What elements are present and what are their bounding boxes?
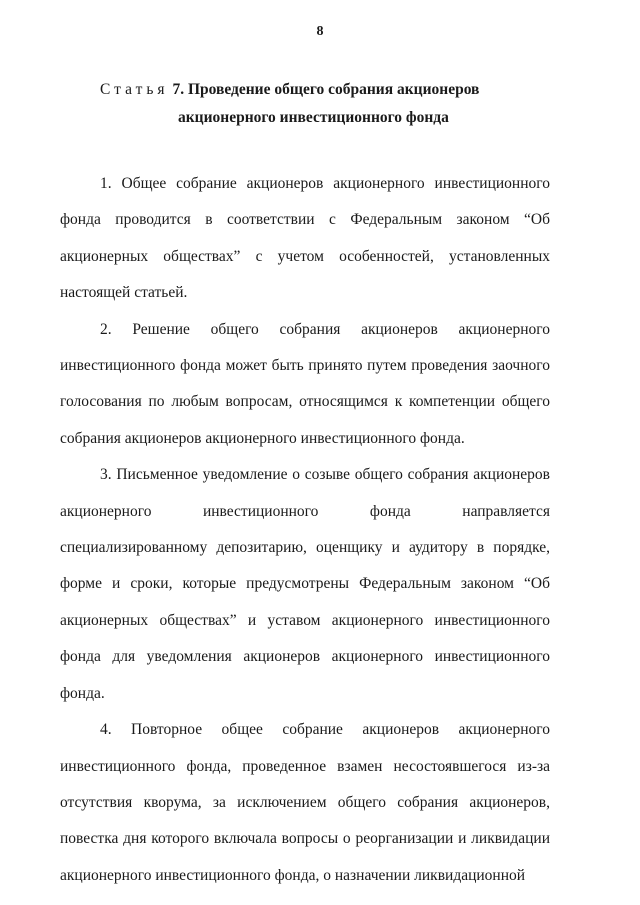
article-heading bbox=[100, 76, 570, 132]
article-number: 7. bbox=[172, 81, 185, 98]
article-body bbox=[60, 166, 550, 894]
article-title-line2: акционерного инвестиционного фонда bbox=[178, 109, 449, 126]
paragraph-3: 3. Письменное уведомление о созыве общего собрания акционеров акционерного инвестиционного фонда направляется специализированному депозитарию, оценщику и аудитору в порядке, форме и сроки, которые предусмотрены Федеральным законом “Об акционерных обществах” и уставом акционерного инвестиционного фонда для уведомления акционеров акционерного инвестиционного фонда. bbox=[60, 466, 550, 702]
article-title-line1: Проведение общего собрания акционеров bbox=[187, 81, 480, 98]
paragraph-4: 4. Повторное общее собрание акционеров акционерного инвестиционного фонда, проведенное взамен несостоявшегося из-за отсутствия кворума, за исключением общего собрания акционеров, повестка дня которого включала вопросы о реорганизации и ликвидации акционерного инвестиционного фонда, о назначении ликвидационной bbox=[60, 721, 550, 884]
page-number: 8 bbox=[316, 24, 324, 39]
paragraph-2: 2. Решение общего собрания акционеров акционерного инвестиционного фонда может быть принято путем проведения заочного голосования по любым вопросам, относящимся к компетенции общего собрания акционеров акционерного инвестиционного фонда. bbox=[60, 320, 550, 447]
article-prefix: Статья bbox=[100, 81, 169, 98]
paragraph-1: 1. Общее собрание акционеров акционерного инвестиционного фонда проводится в соответствии с Федеральным законом “Об акционерных обществах” с учетом особенностей, установленных настоящей статьей. bbox=[60, 175, 550, 302]
